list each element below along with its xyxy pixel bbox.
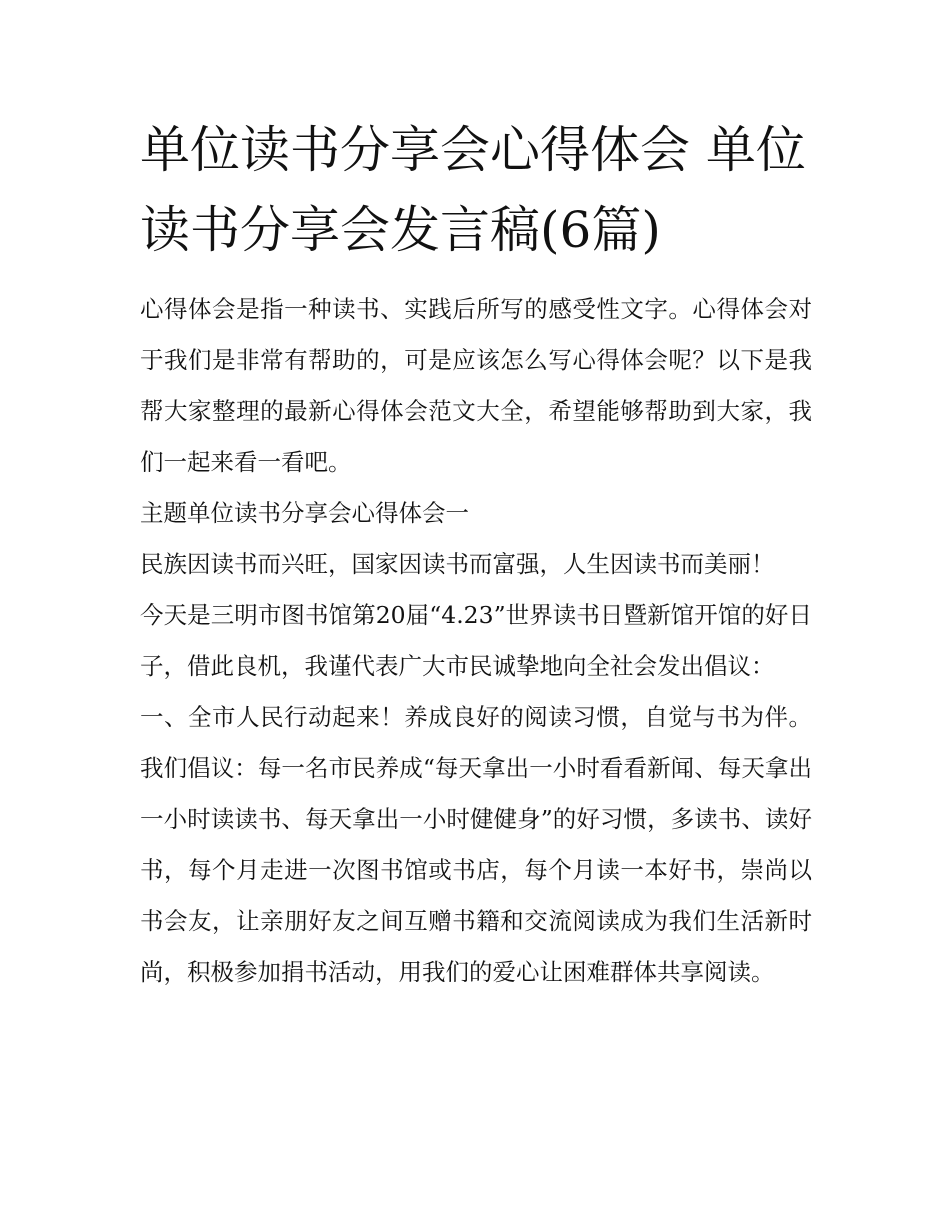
paragraph-intro: 心得体会是指一种读书、实践后所写的感受性文字。心得体会对于我们是非常有帮助的，可是应该怎么写心得体会呢？以下是我帮大家整理的最新心得体会范文大全，希望能够帮助到大家，我们一起来看一看吧。 [140,295,812,476]
document-page [140,110,812,998]
paragraph-heading: 主题单位读书分享会心得体会一 [140,499,469,527]
document-body [140,284,812,998]
document-title: 单位读书分享会心得体会 单位读书分享会发言稿(6篇) [140,121,806,259]
paragraph-slogan: 民族因读书而兴旺，国家因读书而富强，人生因读书而美丽！ [140,550,775,578]
paragraph-proposal-one: 一、全市人民行动起来！养成良好的阅读习惯，自觉与书为伴。我们倡议：每一名市民养成“每天拿出一小时看看新闻、每天拿出一小时读读书、每天拿出一小时健健身”的好习惯，多读书、读好书，每个月走进一次图书馆或书店，每个月读一本好书，崇尚以书会友，让亲朋好友之间互赠书籍和交流阅读成为我们生活新时尚，积极参加捐书活动，用我们的爱心让困难群体共享阅读。 [140,703,812,986]
paragraph-occasion: 今天是三明市图书馆第20届“4.23”世界读书日暨新馆开馆的好日子，借此良机，我谨代表广大市民诚挚地向全社会发出倡议： [140,601,812,680]
